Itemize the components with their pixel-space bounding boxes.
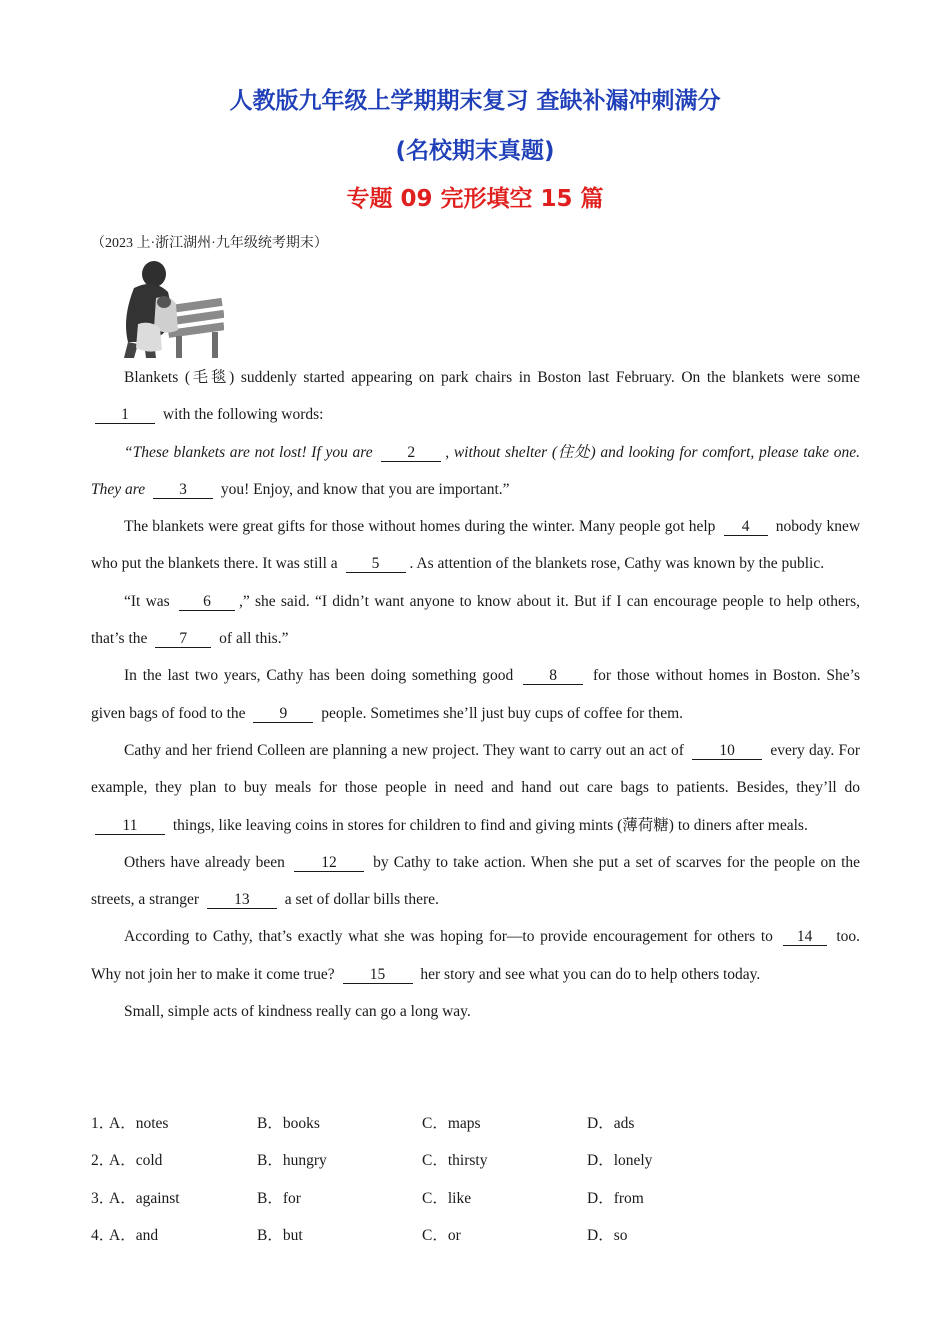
question-number: 2． (91, 1152, 115, 1170)
paragraph-7: Others have already been 12 by Cathy to take action. When she put a set of scarves for the people on the streets, a stranger 13 a set of dollar bills there. (91, 853, 861, 909)
blank-14[interactable]: 14 (783, 929, 827, 946)
question-row (91, 1217, 871, 1254)
paragraph-1: Blankets (毛毯) suddenly started appearing on park chairs in Boston last February. On the blankets were some 1 with the following words: (91, 359, 860, 434)
paragraph-8: According to Cathy, that’s exactly what she was hoping for—to provide encouragement for others to 14 too. Why not join her to make it come true? 15 her story and see what you can do to help others today. (91, 928, 860, 983)
option-a[interactable]: A．against (109, 1189, 180, 1207)
question-row (91, 1142, 871, 1179)
paragraph-5: In the last two years, Cathy has been doing something good 8 for those without homes in Boston. She’s given bags of food to the 9 people. Sometimes she’ll just buy cups of coffee for them. (91, 667, 860, 722)
blank-12[interactable]: 12 (294, 855, 364, 872)
question-row (91, 1105, 871, 1142)
paragraph-3: The blankets were great gifts for those without homes during the winter. Many people got help 4 nobody knew who put the blankets there. It was still a 5 . As attention of the blankets rose, Cathy was known by the public. (91, 518, 861, 573)
question-number: 1． (91, 1115, 115, 1132)
source-note: （2023 上·浙江湖州·九年级统考期末） (91, 236, 328, 251)
paragraph-6: Cathy and her friend Colleen are planning a new project. They want to carry out an act of 10 every day. For example, they plan to buy meals for those people in need and hand out care bags to patients. Besides, they’ll do 11 things, like leaving coins in stores for children to find and giving mints (薄荷糖) to diners after meals. (91, 741, 860, 834)
blank-15[interactable]: 15 (343, 967, 413, 984)
option-b[interactable]: B．but (257, 1226, 303, 1244)
option-c[interactable]: C．like (422, 1189, 472, 1207)
question-options (91, 1105, 871, 1254)
option-a[interactable]: A．cold (109, 1152, 163, 1170)
blank-3[interactable]: 3 (153, 482, 213, 499)
paragraph-4: “It was 6 ,” she said. “I didn’t want anyone to know about it. But if I can encourage people to help others, that’s the 7 of all this.” (91, 592, 861, 648)
paragraph-2-quote: “These blankets are not lost! If you are 2 , without shelter (住处) and looking for comfort, please take one. They are 3 you! Enjoy, and know that you are important.” (91, 443, 861, 498)
option-c[interactable]: C．or (422, 1226, 461, 1244)
blank-6[interactable]: 6 (179, 594, 235, 611)
title-line-3: 专题 09 完形填空 15 篇 (346, 186, 604, 212)
passage (91, 359, 860, 1030)
blank-10[interactable]: 10 (692, 743, 762, 760)
blank-5[interactable]: 5 (346, 556, 406, 573)
option-b[interactable]: B．hungry (257, 1152, 327, 1170)
question-row (91, 1180, 871, 1217)
blank-1[interactable]: 1 (95, 407, 155, 424)
option-b[interactable]: B．books (257, 1115, 320, 1132)
option-d[interactable]: D．so (587, 1226, 628, 1244)
option-b[interactable]: B．for (257, 1189, 301, 1207)
blank-4[interactable]: 4 (724, 519, 768, 536)
option-d[interactable]: D．lonely (587, 1152, 653, 1170)
blank-2[interactable]: 2 (381, 445, 441, 462)
woman-bench-photo (104, 258, 224, 358)
option-d[interactable]: D．from (587, 1189, 644, 1207)
blank-8[interactable]: 8 (523, 668, 583, 685)
option-a[interactable]: A．notes (109, 1115, 169, 1132)
option-c[interactable]: C．maps (422, 1115, 481, 1132)
title-line-1: 人教版九年级上学期期末复习 查缺补漏冲刺满分 (229, 88, 721, 114)
title-line-2: (名校期末真题) (395, 138, 555, 164)
question-number: 4． (91, 1226, 115, 1244)
blank-9[interactable]: 9 (253, 706, 313, 723)
blank-11[interactable]: 11 (95, 818, 165, 835)
option-c[interactable]: C．thirsty (422, 1152, 488, 1170)
blank-7[interactable]: 7 (155, 631, 211, 648)
paragraph-9: Small, simple acts of kindness really can go a long way. (124, 1003, 471, 1021)
option-a[interactable]: A．and (109, 1226, 159, 1244)
blank-13[interactable]: 13 (207, 892, 277, 909)
question-number: 3． (91, 1189, 115, 1207)
option-d[interactable]: D．ads (587, 1115, 635, 1132)
